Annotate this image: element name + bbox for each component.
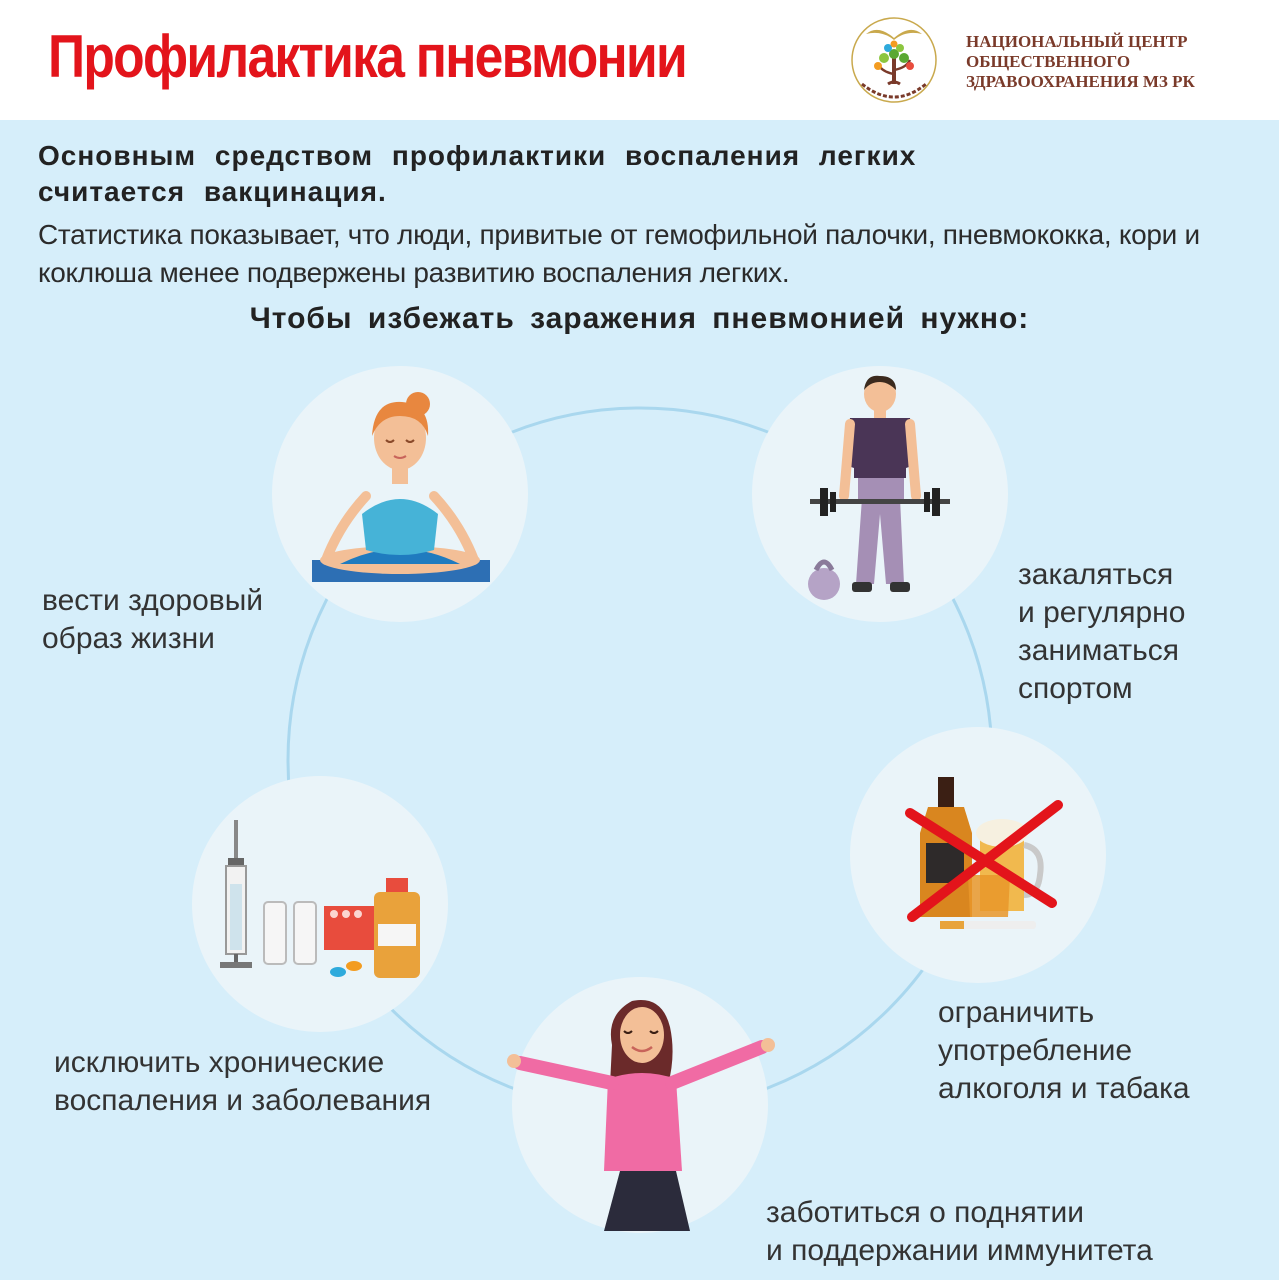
item-2-line-4: спортом	[1018, 672, 1133, 705]
item-3-line-3: алкоголя и табака	[938, 1072, 1190, 1105]
page-title: Профилактика пневмонии	[48, 23, 686, 90]
item-1-line-2: образ жизни	[42, 622, 215, 655]
item-5-line-1: исключить хронические	[54, 1046, 385, 1079]
item-label-1	[42, 582, 263, 658]
item-label-4	[766, 1194, 1153, 1270]
item-3-line-2: употребление	[938, 1034, 1133, 1067]
medicine-icon	[190, 774, 450, 1034]
item-5-line-2: воспаления и заболевания	[54, 1084, 432, 1117]
intro-bold-text: Основным средством профилактики воспаления легких считается вакцинация.	[38, 140, 917, 207]
item-3-line-1: ограничить	[938, 996, 1095, 1029]
intro-text: Статистика показывает, что люди, привитые от гемофильной палочки, пневмококка, кори и коклюша менее подвержены развитию воспаления легких.	[38, 219, 1200, 288]
item-4-line-1: заботиться о поднятии	[766, 1196, 1084, 1229]
item-label-3	[938, 994, 1190, 1108]
item-4-line-2: и поддержании иммунитета	[766, 1234, 1153, 1267]
meditation-icon	[270, 364, 530, 624]
item-2-line-1: закаляться	[1018, 558, 1174, 591]
org-line-1: НАЦИОНАЛЬНЫЙ ЦЕНТР	[966, 32, 1188, 51]
item-1-line-1: вести здоровый	[42, 584, 264, 617]
org-line-2: ОБЩЕСТВЕННОГО	[966, 52, 1131, 71]
barbell-icon	[750, 364, 1010, 624]
item-2-line-3: заниматься	[1018, 634, 1180, 667]
happy-woman-icon	[500, 975, 780, 1235]
item-2-line-2: и регулярно	[1018, 596, 1186, 629]
org-line-3: ЗДРАВООХРАНЕНИЯ МЗ РК	[966, 72, 1195, 91]
no-alcohol-icon	[848, 725, 1108, 985]
item-label-2	[1018, 556, 1185, 708]
item-label-5	[54, 1044, 431, 1120]
subtitle: Чтобы избежать заражения пневмонией нужно:	[249, 302, 1030, 335]
